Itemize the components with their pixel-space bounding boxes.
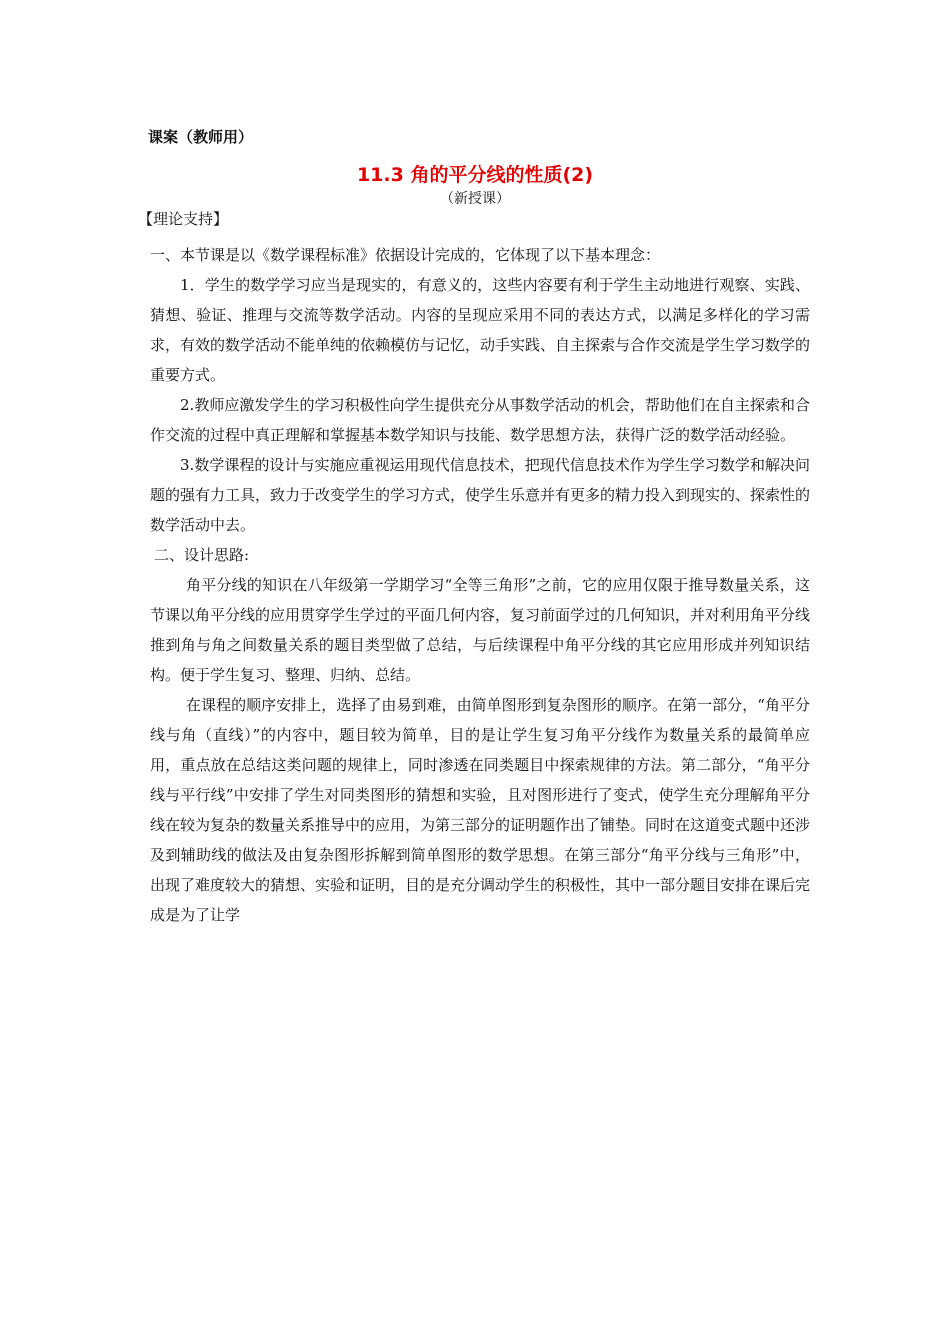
section-label: 【理论支持】 — [138, 210, 229, 228]
principle-item-2: 2.教师应激发学生的学习积极性向学生提供充分从事数学活动的机会，帮助他们在自主探索和合作交流的过程中真正理解和掌握基本数学知识与技能、数学思想方法，获得广泛的数学活动经验。 — [150, 396, 810, 444]
heading-2: 二、设计思路: — [154, 546, 250, 564]
page-subtitle: （新授课） — [440, 191, 510, 207]
page-title: 11.3 角的平分线的性质(2) — [356, 164, 594, 186]
design-paragraph-2: 在课程的顺序安排上，选择了由易到难，由简单图形到复杂图形的顺序。在第一部分，“角平分线与角（直线）”的内容中，题目较为简单，目的是让学生复习角平分线作为数量关系的最简单应用，重点放在总结这类问题的规律上，同时渗透在同类题目中探索规律的方法。第二部分，“角平分线与平行线”中安排了学生对同类图形的猜想和实验，且对图形进行了变式，使学生充分理解角平分线在较为复杂的数量关系推导中的应用，为第三部分的证明题作出了铺垫。同时在这道变式题中还涉及到辅助线的做法及由复杂图形拆解到简单图形的数学思想。在第三部分“角平分线与三角形”中，出现了难度较大的猜想、实验和证明，目的是充分调动学生的积极性，其中一部分题目安排在课后完成是为了让学 — [150, 696, 811, 924]
document-body — [150, 240, 810, 930]
heading-1: 一、本节课是以《数学课程标准》依据设计完成的，它体现了以下基本理念： — [150, 246, 661, 264]
document-type-label: 课案（教师用） — [148, 128, 254, 146]
design-paragraph-1: 角平分线的知识在八年级第一学期学习“全等三角形”之前，它的应用仅限于推导数量关系，这节课以角平分线的应用贯穿学生学过的平面几何内容，复习前面学过的几何知识，并对利用角平分线推到角与角之间数量关系的题目类型做了总结，与后续课程中角平分线的其它应用形成并列知识结构。便于学生复习、整理、归纳、总结。 — [150, 576, 811, 684]
principle-item-3: 3.数学课程的设计与实施应重视运用现代信息技术，把现代信息技术作为学生学习数学和解决问题的强有力工具，致力于改变学生的学习方式，使学生乐意并有更多的精力投入到现实的、探索性的数学活动中去。 — [150, 456, 811, 534]
principle-item-1: 1．学生的数学学习应当是现实的，有意义的，这些内容要有利于学生主动地进行观察、实践、猜想、验证、推理与交流等数学活动。内容的呈现应采用不同的表达方式，以满足多样化的学习需求，有效的数学活动不能单纯的依赖模仿与记忆，动手实践、自主探索与合作交流是学生学习数学的重要方式。 — [150, 276, 811, 384]
